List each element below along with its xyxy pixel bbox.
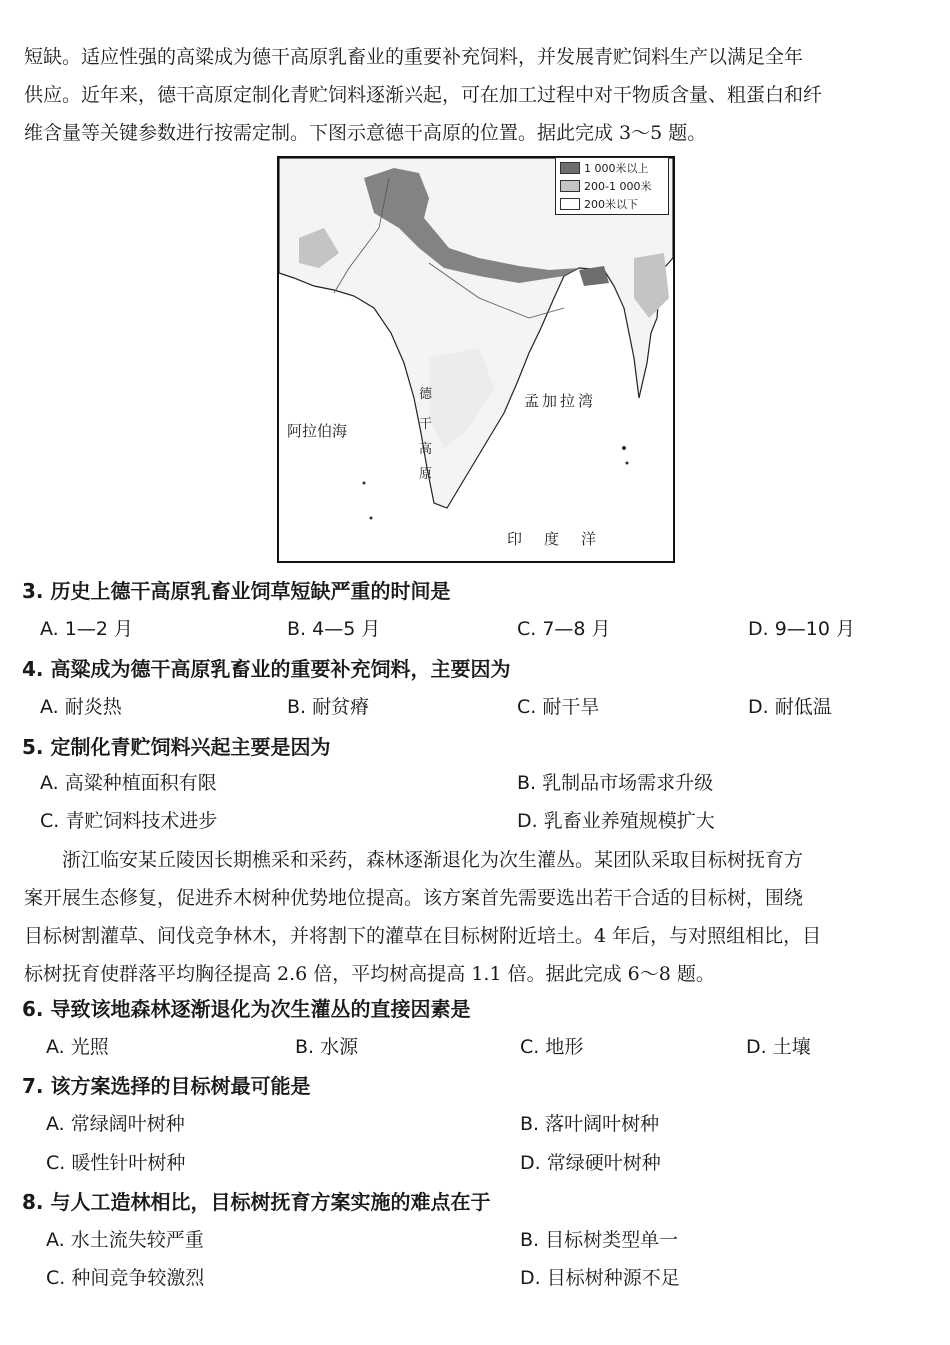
question-5-option-c[interactable]: C. 青贮饲料技术进步 (40, 810, 218, 832)
question-7-option-d[interactable]: D. 常绿硬叶树种 (520, 1152, 661, 1174)
intro-line-2: 供应。近年来，德干高原定制化青贮饲料逐渐兴起，可在加工过程中对干物质含量、粗蛋白和纤 (24, 84, 823, 106)
legend-item-mid (560, 178, 651, 193)
map-legend (555, 157, 669, 215)
question-6-option-a[interactable]: A. 光照 (46, 1036, 109, 1058)
question-8-stem: 8. 与人工造林相比，目标树抚育方案实施的难点在于 (22, 1190, 491, 1214)
passage2-line-2: 案开展生态修复，促进乔木树种优势地位提高。该方案首先需要选出若干合适的目标树，围绕 (24, 887, 804, 909)
question-3-option-d[interactable]: D. 9—10 月 (748, 618, 856, 640)
passage2-line-4: 标树抚育使群落平均胸径提高 2.6 倍，平均树高提高 1.1 倍。据此完成 6～8 题。 (24, 963, 715, 985)
map-drawing (279, 158, 673, 561)
question-4-option-a[interactable]: A. 耐炎热 (40, 696, 122, 718)
deccan-label-3: 高 (419, 442, 433, 457)
question-8-option-d[interactable]: D. 目标树种源不足 (520, 1267, 680, 1289)
passage2-line-1: 浙江临安某丘陵因长期樵采和采药，森林逐渐退化为次生灌丛。某团队采取目标树抚育方 (62, 849, 804, 871)
deccan-location-map (277, 156, 675, 563)
legend-label-high: 1 000米以上 (584, 161, 649, 175)
question-3-option-b[interactable]: B. 4—5 月 (287, 618, 381, 640)
question-5-option-a[interactable]: A. 高粱种植面积有限 (40, 772, 217, 794)
question-8-option-b[interactable]: B. 目标树类型单一 (520, 1229, 679, 1251)
question-4-stem: 4. 高粱成为德干高原乳畜业的重要补充饲料，主要因为 (22, 657, 511, 681)
question-8-option-c[interactable]: C. 种间竞争较激烈 (46, 1267, 205, 1289)
passage2-line-3: 目标树割灌草、间伐竞争林木，并将割下的灌草在目标树附近培土。4 年后，与对照组相比，目 (24, 925, 822, 947)
question-5-option-b[interactable]: B. 乳制品市场需求升级 (517, 772, 714, 794)
arabian-sea-label: 阿拉伯海 (287, 422, 348, 440)
question-5-stem: 5. 定制化青贮饲料兴起主要是因为 (22, 735, 331, 759)
question-3-option-a[interactable]: A. 1—2 月 (40, 618, 133, 640)
question-7-option-c[interactable]: C. 暖性针叶树种 (46, 1152, 186, 1174)
question-3-stem: 3. 历史上德干高原乳畜业饲草短缺严重的时间是 (22, 579, 451, 603)
bay-of-bengal-label: 孟加拉湾 (524, 392, 597, 410)
legend-swatch-mid (560, 180, 580, 192)
question-4-option-d[interactable]: D. 耐低温 (748, 696, 832, 718)
question-6-option-c[interactable]: C. 地形 (520, 1036, 584, 1058)
intro-line-1: 短缺。适应性强的高粱成为德干高原乳畜业的重要补充饲料，并发展青贮饲料生产以满足全年 (24, 46, 804, 68)
question-6-stem: 6. 导致该地森林逐渐退化为次生灌丛的直接因素是 (22, 997, 471, 1021)
legend-item-high (560, 160, 649, 175)
indian-ocean-label: 印度洋 (507, 530, 619, 548)
question-6-option-d[interactable]: D. 土壤 (746, 1036, 811, 1058)
legend-swatch-high (560, 162, 580, 174)
question-4-option-b[interactable]: B. 耐贫瘠 (287, 696, 370, 718)
legend-swatch-low (560, 198, 580, 210)
deccan-label-4: 原 (419, 467, 433, 482)
question-7-option-a[interactable]: A. 常绿阔叶树种 (46, 1113, 185, 1135)
question-7-option-b[interactable]: B. 落叶阔叶树种 (520, 1113, 660, 1135)
deccan-label-1: 德 (419, 387, 433, 402)
legend-label-mid: 200-1 000米 (584, 179, 652, 193)
deccan-label-2: 干 (419, 417, 433, 432)
legend-label-low: 200米以下 (584, 197, 638, 211)
question-8-option-a[interactable]: A. 水土流失较严重 (46, 1229, 204, 1251)
question-5-option-d[interactable]: D. 乳畜业养殖规模扩大 (517, 810, 715, 832)
legend-item-low (560, 196, 638, 211)
question-6-option-b[interactable]: B. 水源 (295, 1036, 359, 1058)
question-7-stem: 7. 该方案选择的目标树最可能是 (22, 1074, 311, 1098)
question-3-option-c[interactable]: C. 7—8 月 (517, 618, 611, 640)
question-4-option-c[interactable]: C. 耐干旱 (517, 696, 600, 718)
intro-line-3: 维含量等关键参数进行按需定制。下图示意德干高原的位置。据此完成 3～5 题。 (24, 122, 707, 144)
